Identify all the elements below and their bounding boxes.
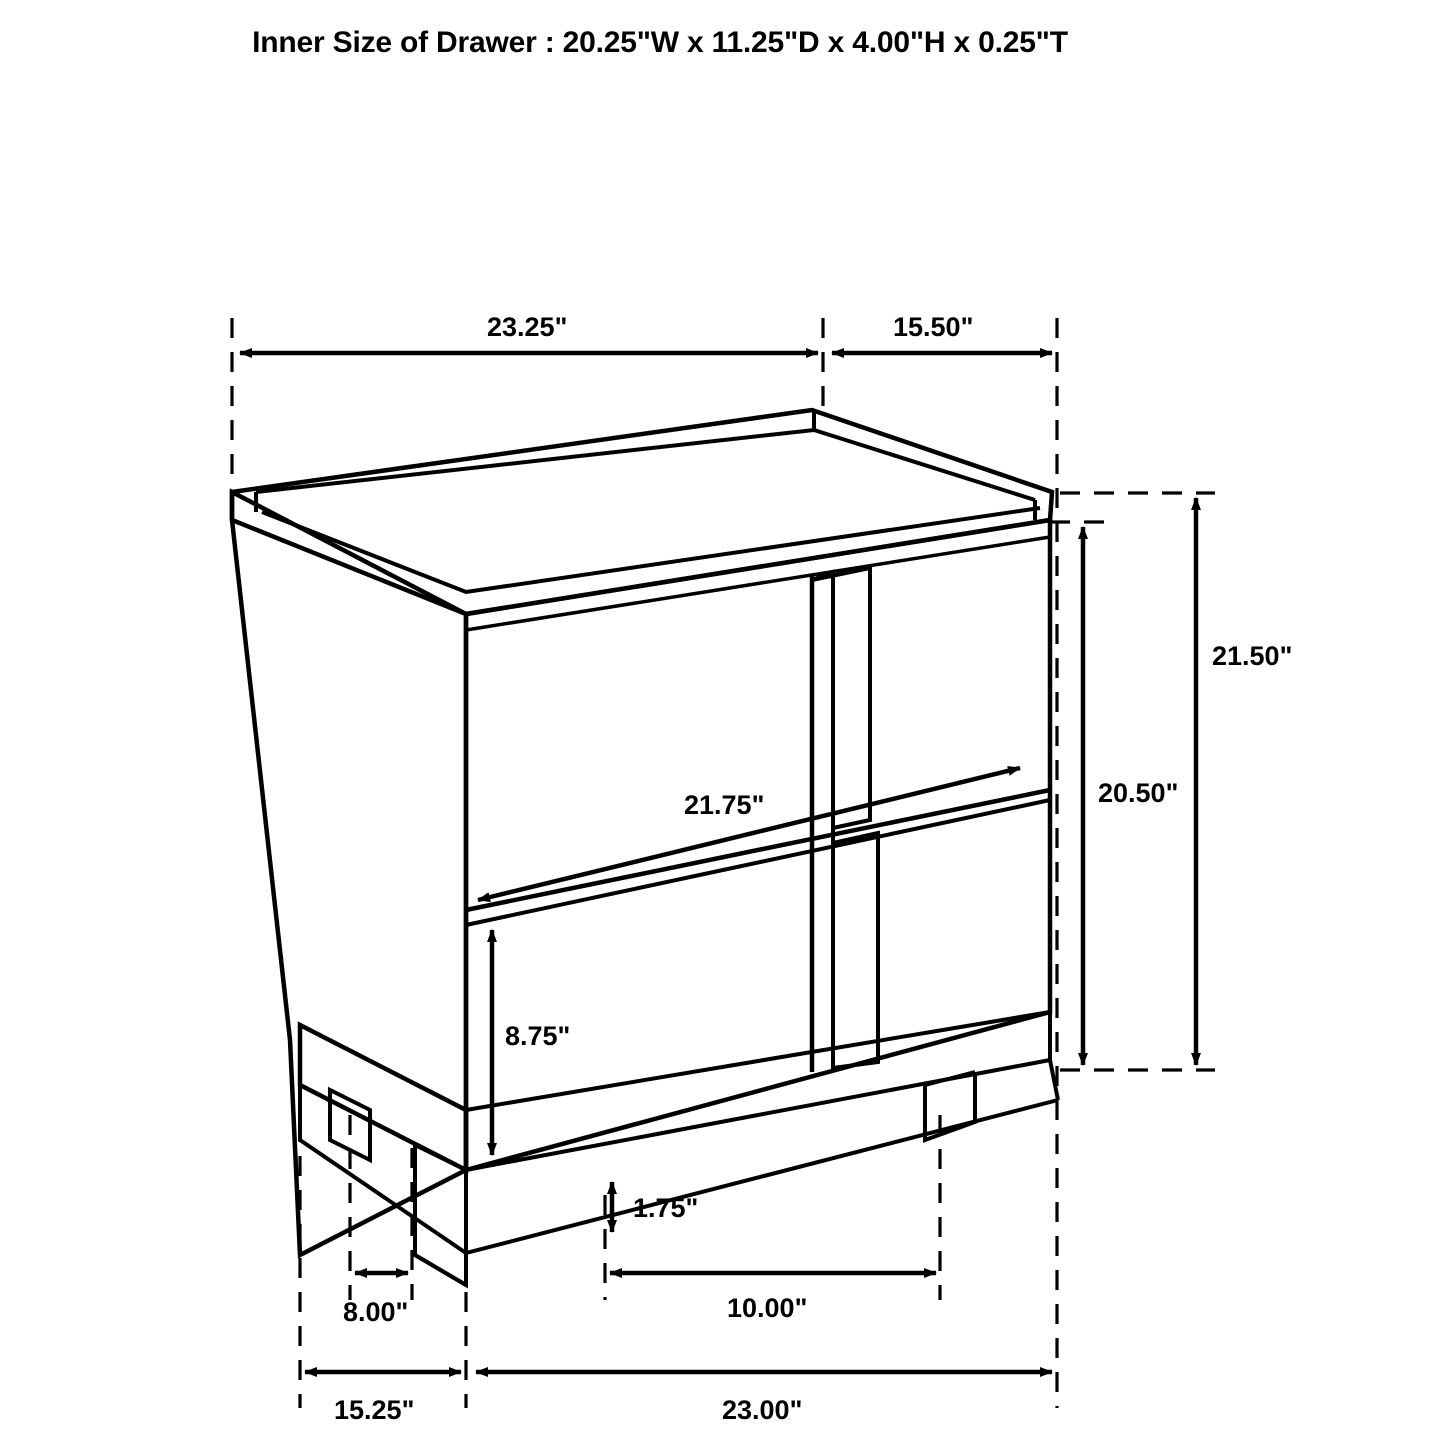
dim-label-cabinet-height: 20.50" xyxy=(1098,778,1179,808)
dim-label-base-rail-height: 1.75" xyxy=(633,1193,699,1223)
dim-label-foot-spacing: 10.00" xyxy=(727,1293,808,1323)
dim-label-drawer-width: 21.75" xyxy=(684,790,765,820)
dim-label-overall-height: 21.50" xyxy=(1212,641,1293,671)
dim-label-base-width: 23.00" xyxy=(722,1395,803,1425)
dim-label-top-width-front: 23.25" xyxy=(487,312,568,342)
dim-label-foot-width: 8.00" xyxy=(343,1297,409,1327)
dim-label-top-depth-side: 15.50" xyxy=(893,312,974,342)
dim-label-drawer-height: 8.75" xyxy=(505,1021,571,1051)
extension-lines xyxy=(232,318,1215,1408)
page-title: Inner Size of Drawer : 20.25"W x 11.25"D x 4.00"H x 0.25"T xyxy=(252,26,1068,59)
furniture-outline xyxy=(232,410,1058,1285)
dim-label-base-depth: 15.25" xyxy=(334,1395,415,1425)
